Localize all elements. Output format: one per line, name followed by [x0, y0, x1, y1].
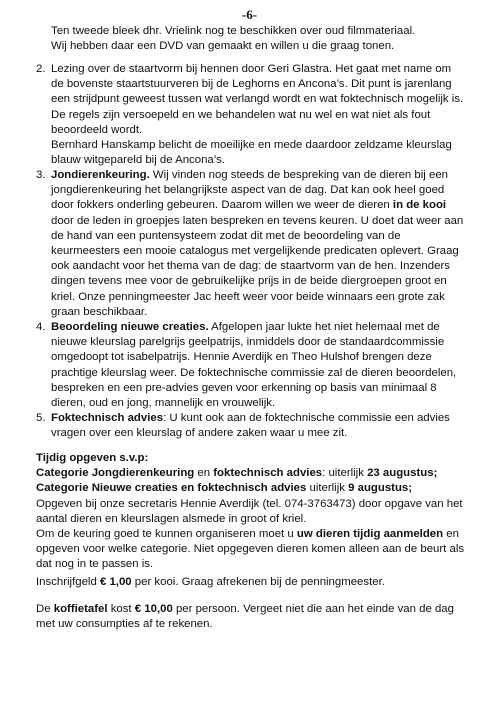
registration-jongdieren: Categorie Jongdierenkeuring en foktechnisch advies: uiterlijk 23 augustus; — [36, 467, 438, 480]
intro-section — [36, 24, 464, 54]
fee-amount: € 1,00 — [99, 576, 132, 588]
item-heading: Jondierenkeuring. — [51, 169, 150, 181]
intro-line-2: Wij hebben daar een DVD van gemaakt en willen u die graag tonen. — [51, 40, 395, 53]
paragraph-hanskamp: Bernhard Hanskamp belicht de moeilijke en mede daardoor zeldzame kleurslag blauw witgepareld bij de Ancona’s. — [51, 139, 452, 167]
registration-heading: Tijdig opgeven s.v.p: — [36, 452, 149, 464]
coffee-section — [36, 602, 476, 632]
item-heading: Beoordeling nieuwe creaties. — [51, 321, 209, 333]
coffee-amount: € 10,00 — [134, 603, 173, 615]
list-item-number: 4. — [36, 321, 46, 333]
emphasis-in-de-kooi: in de kooi — [392, 199, 447, 212]
fee-section — [36, 575, 476, 590]
paragraph-jongdierenkeuring: Jondierenkeuring. Wij vinden nog steeds de bespreking van de dieren bij een jongdierenkeuring het belangrijkste aspect van de dag. Dat kan ook heel goed door fokkers onderling gebeuren. Daarom willen we weer de dieren in de kooi door de leden in groepjes laten bespreken en tevens keuren. U doet dat weer aan de hand van een puntensysteem zodat dit met de beoordeling van de keurmeesters een mooie catalogus met vergelijkende predicaten oplevert. Graag ook aandacht voor het thema van de dag: de staartvorm van de hen. Inzenders dingen tevens mee voor de gebruikelijke prijs in de beide diergroepen groot en kriel. Onze penningmeester Jac heeft weer voor beide winnaars een grote zak graan beschikbaar. — [51, 169, 464, 318]
list-item-jongdierenkeuring — [36, 168, 464, 320]
entry-fee: Inschrijfgeld € 1,00 per kooi. Graag afrekenen bij de penningmeester. — [36, 576, 385, 588]
paragraph-lezing: Lezing over de staartvorm bij hennen door Geri Glastra. Het gaat met name om de bovenste staartstuurveren bij de Leghorns en Ancona’s. Dit punt is jarenlang een strijdpunt geweest tussen wat verlangd wordt en wat foktechnisch mogelijk is. De regels zijn versoepeld en we behandelen wat nu wel en wat niet als fout beoordeeld wordt. — [51, 63, 464, 136]
registration-nieuwe-creaties: Categorie Nieuwe creaties en foktechnisch advies uiterlijk 9 augustus; — [36, 482, 413, 495]
paragraph-foktechnisch-advies: Foktechnisch advies: U kunt ook aan de foktechnische commissie een advies vragen over een kleurslag of andere zaken waar u mee zit. — [51, 412, 450, 440]
list-item-nieuwe-creaties — [36, 320, 464, 411]
coffee-table: De koffietafel kost € 10,00 per persoon. Vergeet niet die aan het einde van de dag met uw consumpties af te rekenen. — [36, 603, 454, 631]
intro-line-1: Ten tweede bleek dhr. Vrielink nog te beschikken over oud filmmateriaal. — [51, 25, 416, 37]
list-item-foktechnisch-advies — [36, 411, 464, 441]
list-item-number: 5. — [36, 412, 46, 424]
registration-aanmelden: Om de keuring goed te kunnen organiseren moet u uw dieren tijdig aanmelden en opgeven voor welke categorie. Niet opgegeven dieren komen alleen aan de beurt als dat nog in te passen is. — [36, 528, 465, 571]
paragraph-nieuwe-creaties: Beoordeling nieuwe creaties. Afgelopen jaar lukte het niet helemaal met de nieuwe kleurslag parelgrijs geelpatrijs, inmiddels door de standaardcommissie omgedoopt tot isabelpatrijs. Hennie Averdijk en Theo Hulshof brengen deze prachtige kleurslag weer. De foktechnische commissie zal de dieren beoordelen, bespreken en een pre-advies geven voor erkenning op basis van minimaal 8 dieren, oud en jong, mannelijk en vrouwelijk. — [51, 321, 457, 410]
list-item-number: 2. — [36, 63, 46, 75]
registration-section — [36, 451, 476, 573]
item-heading: Foktechnisch advies — [51, 412, 164, 424]
list-item-lezing — [36, 62, 464, 168]
registration-secretaris: Opgeven bij onze secretaris Hennie Averdijk (tel. 074-3763473) door opgave van het aantal dieren en kleurslagen alsmede in groot of kriel. — [36, 497, 463, 525]
list-item-number: 3. — [36, 169, 46, 181]
page-number: -6- — [241, 7, 258, 22]
